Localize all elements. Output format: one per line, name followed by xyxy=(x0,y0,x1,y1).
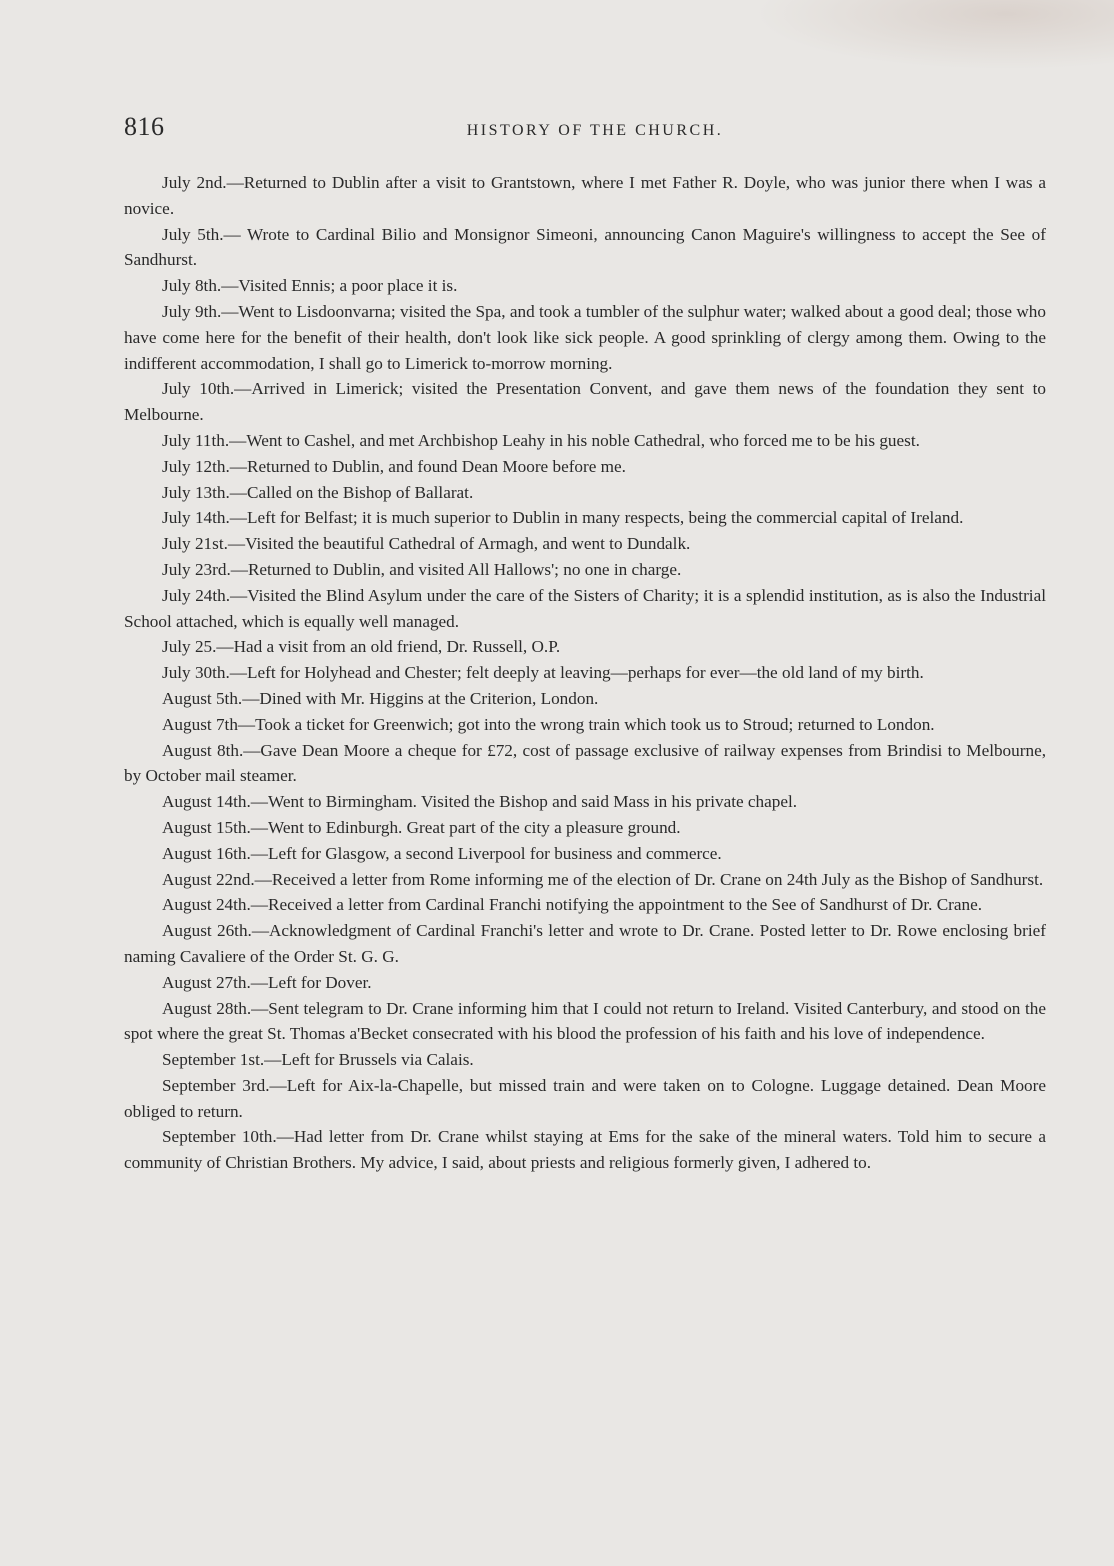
diary-entry: August 8th.—Gave Dean Moore a cheque for £72, cost of passage exclusive of railway expenses from Brindisi to Melbourne, by October mail steamer. xyxy=(124,740,1046,786)
paper-stain xyxy=(754,0,1114,70)
diary-entry: August 22nd.—Received a letter from Rome informing me of the election of Dr. Crane on 24th July as the Bishop of Sandhurst. xyxy=(162,869,1044,889)
diary-entry: August 7th—Took a ticket for Greenwich; got into the wrong train which took us to Stroud; returned to London. xyxy=(162,714,935,734)
diary-entry: July 24th.—Visited the Blind Asylum under the care of the Sisters of Charity; it is a splendid institution, as is also the Industrial School attached, which is equally well managed. xyxy=(124,585,1046,631)
diary-entry: July 13th.—Called on the Bishop of Ballarat. xyxy=(162,482,474,502)
diary-entry: July 30th.—Left for Holyhead and Chester; felt deeply at leaving—perhaps for ever—the old land of my birth. xyxy=(162,663,924,683)
diary-entry: September 3rd.—Left for Aix-la-Chapelle, but missed train and were taken on to Cologne. Luggage detained. Dean Moore obliged to return. xyxy=(124,1075,1046,1121)
diary-entry: August 28th.—Sent telegram to Dr. Crane informing him that I could not return to Ireland. Visited Canterbury, and stood on the spot where the great St. Thomas a'Becket consecrated with his blood the profession of his faith and his love of independence. xyxy=(124,998,1046,1044)
diary-entry: August 27th.—Left for Dover. xyxy=(162,972,372,992)
diary-entry: July 21st.—Visited the beautiful Cathedral of Armagh, and went to Dundalk. xyxy=(162,534,691,554)
diary-entry: July 14th.—Left for Belfast; it is much superior to Dublin in many respects, being the commercial capital of Ireland. xyxy=(162,508,964,528)
diary-entry: August 24th.—Received a letter from Cardinal Franchi notifying the appointment to the See of Sandhurst of Dr. Crane. xyxy=(162,895,983,915)
diary-entry: July 5th.— Wrote to Cardinal Bilio and Monsignor Simeoni, announcing Canon Maguire's willingness to accept the See of Sandhurst. xyxy=(124,224,1046,270)
diary-entry: August 26th.—Acknowledgment of Cardinal Franchi's letter and wrote to Dr. Crane. Posted letter to Dr. Rowe enclosing brief naming Cavaliere of the Order St. G. G. xyxy=(124,921,1046,966)
diary-entry: July 25.—Had a visit from an old friend, Dr. Russell, O.P. xyxy=(162,637,561,657)
diary-entry: September 1st.—Left for Brussels via Calais. xyxy=(162,1050,474,1070)
running-title: HISTORY OF THE CHURCH. xyxy=(466,122,724,139)
diary-entry: August 14th.—Went to Birmingham. Visited the Bishop and said Mass in his private chapel. xyxy=(162,792,798,812)
diary-entry: September 10th.—Had letter from Dr. Crane whilst staying at Ems for the sake of the mineral waters. Told him to secure a community of Christian Brothers. My advice, I said, about priests and religious formerly given, I adhered to. xyxy=(124,1127,1046,1173)
diary-entry: July 9th.—Went to Lisdoonvarna; visited the Spa, and took a tumbler of the sulphur water; walked about a good deal; those who have come here for the benefit of their health, don't look like sick people. A good sprinkling of clergy among them. Owing to the indifferent accommodation, I shall go to Limerick to-morrow morning. xyxy=(124,301,1046,373)
diary-entry: July 11th.—Went to Cashel, and met Archbishop Leahy in his noble Cathedral, who forced me to be his guest. xyxy=(162,430,920,450)
page-header xyxy=(124,112,1046,148)
page-number: 816 xyxy=(124,112,165,141)
diary-entry: August 16th.—Left for Glasgow, a second Liverpool for business and commerce. xyxy=(162,843,722,863)
diary-entry: July 10th.—Arrived in Limerick; visited the Presentation Convent, and gave them news of the foundation they sent to Melbourne. xyxy=(124,379,1046,425)
diary-entry: August 15th.—Went to Edinburgh. Great part of the city a pleasure ground. xyxy=(162,817,681,837)
diary-entry: July 2nd.—Returned to Dublin after a visit to Grantstown, where I met Father R. Doyle, who was junior there when I was a novice. xyxy=(124,173,1046,218)
diary-entry: July 12th.—Returned to Dublin, and found Dean Moore before me. xyxy=(162,456,626,476)
diary-entry: August 5th.—Dined with Mr. Higgins at the Criterion, London. xyxy=(162,688,599,708)
diary-entry: July 23rd.—Returned to Dublin, and visited All Hallows'; no one in charge. xyxy=(162,559,682,579)
diary-entry: July 8th.—Visited Ennis; a poor place it is. xyxy=(162,276,458,296)
diary-text xyxy=(124,170,1046,1176)
